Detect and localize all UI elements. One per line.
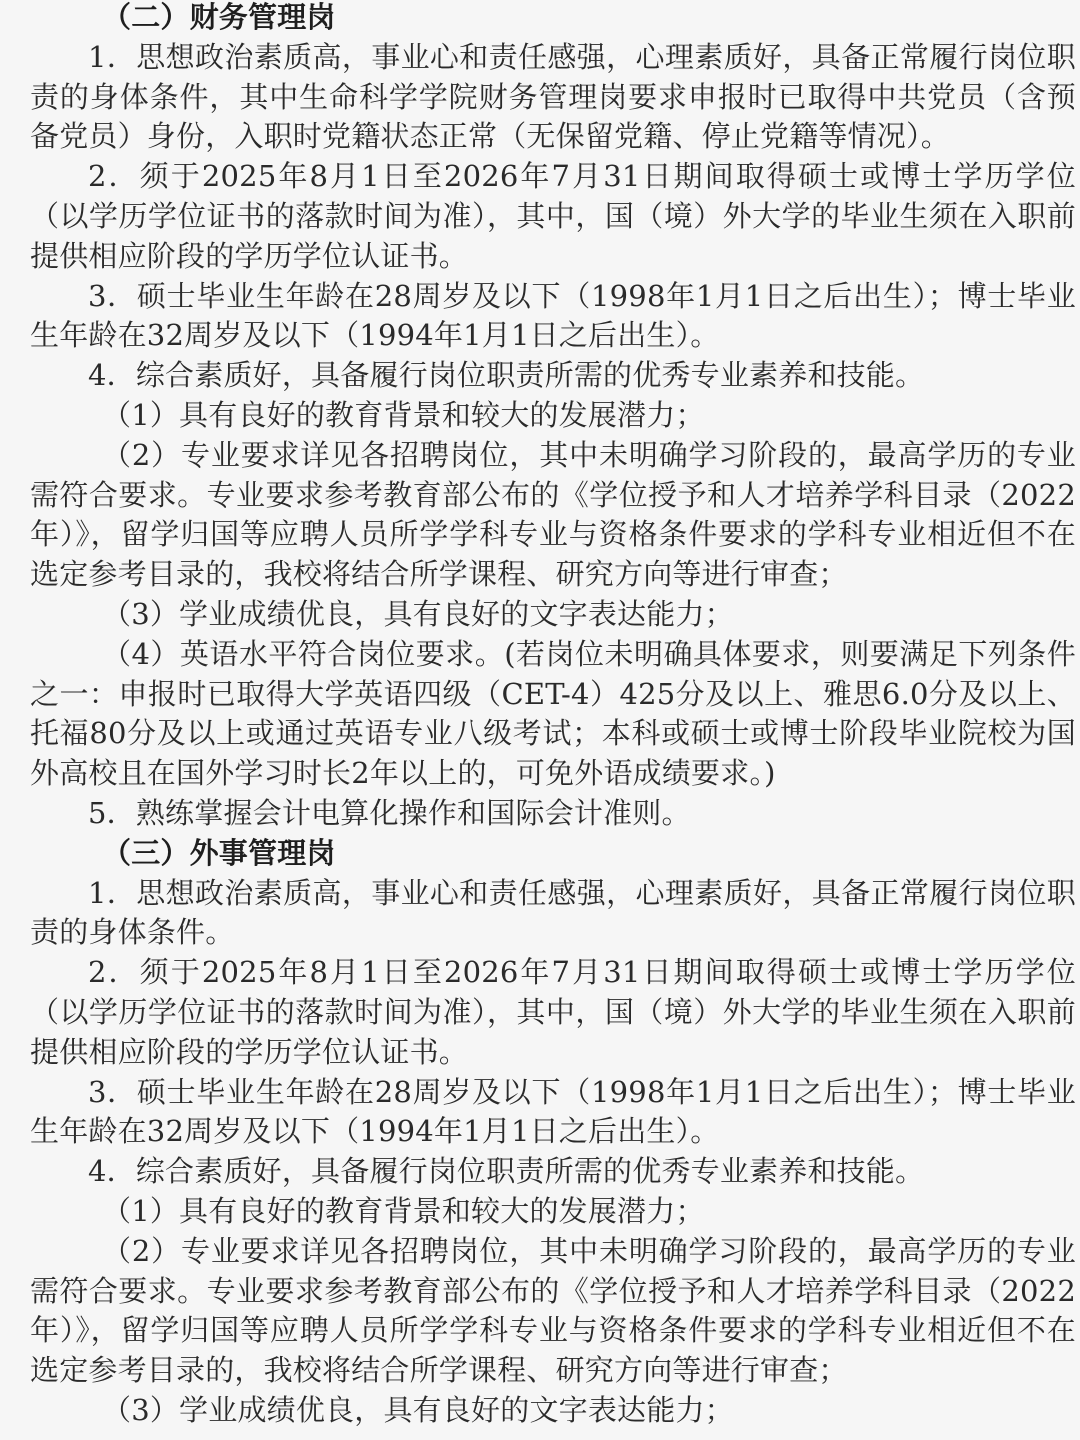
paragraph-finance-4: 4．综合素质好，具备履行岗位职责所需的优秀专业素养和技能。	[88, 358, 925, 393]
paragraph-finance-5: 5．熟练掌握会计电算化操作和国际会计准则。	[88, 795, 691, 830]
subitem-foreign-2: （2）专业要求详见各招聘岗位，其中未明确学习阶段的，最高学历的专业需符合要求。专业要求参考教育部公布的《学位授予和人才培养学科目录（2022年）》，留学归国等应聘人员所学学科专业与资格条件要求的学科专业相近但不在选定参考目录的，我校将结合所学课程、研究方向等进行审查；	[30, 1233, 1076, 1388]
paragraph-finance-3: 3．硕士毕业生年龄在28周岁及以下（1998年1月1日之后出生）；博士毕业生年龄在32周岁及以下（1994年1月1日之后出生）。	[30, 278, 1076, 353]
paragraph-foreign-2: 2．须于2025年8月1日至2026年7月31日期间取得硕士或博士学历学位（以学历学位证书的落款时间为准），其中，国（境）外大学的毕业生须在入职前提供相应阶段的学历学位认证书。	[30, 955, 1076, 1069]
subitem-finance-1: （1）具有良好的教育背景和较大的发展潜力；	[102, 397, 705, 432]
subitem-finance-2: （2）专业要求详见各招聘岗位，其中未明确学习阶段的，最高学历的专业需符合要求。专业要求参考教育部公布的《学位授予和人才培养学科目录（2022年）》，留学归国等应聘人员所学学科专业与资格条件要求的学科专业相近但不在选定参考目录的，我校将结合所学课程、研究方向等进行审查；	[30, 437, 1076, 592]
subitem-finance-4: （4）英语水平符合岗位要求。(若岗位未明确具体要求，则要满足下列条件之一：申报时已取得大学英语四级（CET-4）425分及以上、雅思6.0分及以上、托福80分及以上或通过英语专业八级考试；本科或硕士或博士阶段毕业院校为国外高校且在国外学习时长2年以上的，可免外语成绩要求。)	[30, 636, 1076, 791]
document-body	[30, 0, 1076, 1431]
paragraph-finance-2: 2．须于2025年8月1日至2026年7月31日期间取得硕士或博士学历学位（以学历学位证书的落款时间为准），其中，国（境）外大学的毕业生须在入职前提供相应阶段的学历学位认证书。	[30, 159, 1076, 273]
section-heading-foreign-affairs: （三）外事管理岗	[102, 835, 336, 870]
paragraph-finance-1: 1．思想政治素质高，事业心和责任感强，心理素质好，具备正常履行岗位职责的身体条件，其中生命科学学院财务管理岗要求申报时已取得中共党员（含预备党员）身份，入职时党籍状态正常（无保留党籍、停止党籍等情况）。	[30, 39, 1076, 154]
subitem-foreign-1: （1）具有良好的教育背景和较大的发展潜力；	[102, 1193, 705, 1228]
paragraph-foreign-3: 3．硕士毕业生年龄在28周岁及以下（1998年1月1日之后出生）；博士毕业生年龄在32周岁及以下（1994年1月1日之后出生）。	[30, 1074, 1076, 1149]
subitem-foreign-3: （3）学业成绩优良，具有良好的文字表达能力；	[102, 1392, 734, 1427]
paragraph-foreign-1: 1．思想政治素质高，事业心和责任感强，心理素质好，具备正常履行岗位职责的身体条件。	[30, 875, 1076, 950]
paragraph-foreign-4: 4．综合素质好，具备履行岗位职责所需的优秀专业素养和技能。	[88, 1154, 925, 1189]
section-heading-finance: （二）财务管理岗	[102, 0, 336, 34]
subitem-finance-3: （3）学业成绩优良，具有良好的文字表达能力；	[102, 596, 734, 631]
